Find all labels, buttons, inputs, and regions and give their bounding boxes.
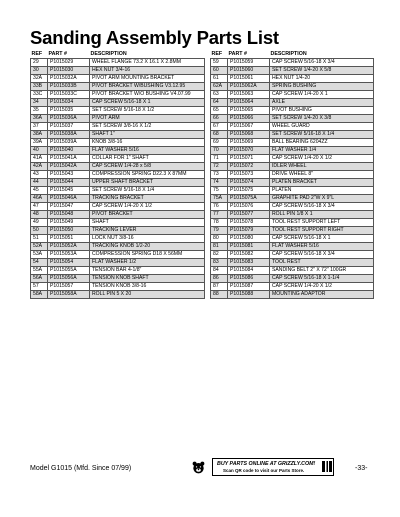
table-header <box>31 50 205 59</box>
ref-header: REF <box>31 50 43 57</box>
part-number-header: PART # <box>48 50 67 57</box>
table-row <box>31 75 205 83</box>
ref-cell: 71 <box>211 155 228 163</box>
part-number-cell: P1015038A <box>48 131 90 139</box>
description-cell: IDLER WHEEL <box>270 163 374 171</box>
parts-table-right <box>210 50 374 299</box>
description-cell: HEX NUT 3/4-16 <box>90 67 205 75</box>
table-row <box>211 99 374 107</box>
part-number-cell: P1015081 <box>228 243 270 251</box>
description-cell: CAP SCREW 5/16-18 X 3/4 <box>270 59 374 67</box>
part-number-cell: P1015033B <box>48 83 90 91</box>
ref-cell: 39A <box>31 139 48 147</box>
buy-parts-online-text: BUY PARTS ONLINE AT GRIZZLY.COM! <box>217 461 316 467</box>
part-number-cell: P1015034 <box>48 99 90 107</box>
description-cell: CAP SCREW 1/4-20 X 1/2 <box>270 283 374 291</box>
table-row <box>31 219 205 227</box>
model-label: Model G1015 (Mfd. Since 07/99) <box>30 465 132 472</box>
table-row <box>211 291 374 299</box>
ref-cell: 43 <box>31 171 48 179</box>
table-row <box>211 219 374 227</box>
ref-cell: 36A <box>31 115 48 123</box>
description-cell: COMPRESSION SPRING D22.3 X 87MM <box>90 171 205 179</box>
table-row <box>31 83 205 91</box>
part-number-cell: P1015042A <box>48 163 90 171</box>
part-number-cell: P1015057 <box>48 283 90 291</box>
ref-cell: 78 <box>211 219 228 227</box>
table-row <box>31 67 205 75</box>
ref-cell: 44 <box>31 179 48 187</box>
part-number-cell: P1015079 <box>228 227 270 235</box>
description-cell: SET SCREW 5/16-18 X 1/4 <box>270 131 374 139</box>
description-cell: GRAPHITE PAD 2"W X 9"L <box>270 195 374 203</box>
description-cell: BALL BEARING 6204ZZ <box>270 139 374 147</box>
description-cell: SPRING BUSHING <box>270 83 374 91</box>
ref-header: REF <box>211 50 223 57</box>
description-cell: TENSION KNOB 3/8-16 <box>90 283 205 291</box>
page-title: Sanding Assembly Parts List <box>30 27 279 48</box>
description-cell: MOUNTING ADAPTOR <box>270 291 374 299</box>
table-row <box>31 123 205 131</box>
ref-cell: 54 <box>31 259 48 267</box>
description-cell: SET SCREW 1/4-20 X 3/8 <box>270 115 374 123</box>
table-row <box>31 187 205 195</box>
part-number-cell: P1015044 <box>48 179 90 187</box>
part-number-cell: P1015077 <box>228 211 270 219</box>
description-cell: SET SCREW 1/4-20 X 5/8 <box>270 67 374 75</box>
ref-cell: 87 <box>211 283 228 291</box>
parts-table-left <box>30 50 205 299</box>
table-row <box>31 107 205 115</box>
table-row <box>211 211 374 219</box>
page-number: -33- <box>355 465 368 472</box>
table-row <box>31 171 205 179</box>
description-cell: SHAFT 1" <box>90 131 205 139</box>
description-cell: CAP SCREW 1/4-20 X 1/2 <box>90 203 205 211</box>
part-number-cell: P1015033C <box>48 91 90 99</box>
table-row <box>211 91 374 99</box>
ref-cell: 70 <box>211 147 228 155</box>
ref-cell: 50 <box>31 227 48 235</box>
table-row <box>211 235 374 243</box>
description-cell: CAP SCREW 5/16-18 X 1 <box>90 99 205 107</box>
part-number-cell: P1015048 <box>48 211 90 219</box>
ref-cell: 69 <box>211 139 228 147</box>
part-number-header: PART # <box>228 50 247 57</box>
table-row <box>211 147 374 155</box>
ref-cell: 63 <box>211 91 228 99</box>
description-cell: TENSION BAR 4-1/8" <box>90 267 205 275</box>
part-number-cell: P1015069 <box>228 139 270 147</box>
table-row <box>31 155 205 163</box>
description-cell: TRACKING BRACKET <box>90 195 205 203</box>
table-row <box>211 227 374 235</box>
part-number-cell: P1015055A <box>48 267 90 275</box>
table-row <box>211 187 374 195</box>
part-number-cell: P1015072 <box>228 163 270 171</box>
part-number-cell: P1015043 <box>48 171 90 179</box>
part-number-cell: P1015059 <box>228 59 270 67</box>
description-cell: CAP SCREW 5/16-18 X 3/4 <box>270 203 374 211</box>
ref-cell: 74 <box>211 179 228 187</box>
description-cell: CAP SCREW 1/4-28 x 5/8 <box>90 163 205 171</box>
description-cell: FLAT WASHER 5/16 <box>270 243 374 251</box>
ref-cell: 79 <box>211 227 228 235</box>
part-number-cell: P1015080 <box>228 235 270 243</box>
description-cell: SET SCREW 5/16-18 X 1/4 <box>90 187 205 195</box>
description-cell: FLAT WASHER 1/4 <box>270 147 374 155</box>
description-cell: PIVOT ARM <box>90 115 205 123</box>
description-cell: COMPRESSION SPRING D18 X 56MM <box>90 251 205 259</box>
description-cell: WHEEL FLANGE 73.2 X 16.1 X 2.8MM <box>90 59 205 67</box>
description-cell: PIVOT BUSHING <box>270 107 374 115</box>
table-row <box>211 59 374 67</box>
part-number-cell: P1015070 <box>228 147 270 155</box>
scan-qr-text: Scan QR code to visit our Parts Store. <box>223 468 305 473</box>
table-row <box>31 235 205 243</box>
description-cell: CAP SCREW 5/16-18 X 1-1/4 <box>270 275 374 283</box>
part-number-cell: P1015088 <box>228 291 270 299</box>
description-cell: TOOL REST SUPPORT LEFT <box>270 219 374 227</box>
part-number-cell: P1015056A <box>48 275 90 283</box>
online-parts-banner[interactable] <box>212 458 334 476</box>
part-number-cell: P1015061 <box>228 75 270 83</box>
ref-cell: 41A <box>31 155 48 163</box>
description-cell: AXLE <box>270 99 374 107</box>
description-cell: HEX NUT 1/4-20 <box>270 75 374 83</box>
table-row <box>211 131 374 139</box>
table-row <box>211 203 374 211</box>
ref-cell: 37 <box>31 123 48 131</box>
part-number-cell: P1015076 <box>228 203 270 211</box>
ref-cell: 83 <box>211 259 228 267</box>
part-number-cell: P1015064 <box>228 99 270 107</box>
ref-cell: 35 <box>31 107 48 115</box>
part-number-cell: P1015065 <box>228 107 270 115</box>
part-number-cell: P1015041A <box>48 155 90 163</box>
ref-cell: 58A <box>31 291 48 299</box>
part-number-cell: P1015050 <box>48 227 90 235</box>
ref-cell: 33B <box>31 83 48 91</box>
table-row <box>211 163 374 171</box>
part-number-cell: P1015047 <box>48 203 90 211</box>
table-row <box>31 283 205 291</box>
table-row <box>31 267 205 275</box>
description-cell: DRIVE WHEEL 8" <box>270 171 374 179</box>
description-cell: CAP SCREW 1/4-20 X 1/2 <box>270 155 374 163</box>
part-number-cell: P1015053A <box>48 251 90 259</box>
ref-cell: 56A <box>31 275 48 283</box>
part-number-cell: P1015074 <box>228 179 270 187</box>
description-cell: PIVOT ARM MOUNTING BRACKET <box>90 75 205 83</box>
ref-cell: 52A <box>31 243 48 251</box>
ref-cell: 42A <box>31 163 48 171</box>
ref-cell: 72 <box>211 163 228 171</box>
description-cell: PIVOT BRACKET <box>90 211 205 219</box>
description-header: DESCRIPTION <box>90 50 127 57</box>
ref-cell: 76 <box>211 203 228 211</box>
part-number-cell: P1015051 <box>48 235 90 243</box>
ref-cell: 29 <box>31 59 48 67</box>
part-number-cell: P1015030 <box>48 67 90 75</box>
ref-cell: 81 <box>211 243 228 251</box>
table-row <box>31 131 205 139</box>
table-row <box>211 139 374 147</box>
part-number-cell: P1015084 <box>228 267 270 275</box>
ref-cell: 46A <box>31 195 48 203</box>
ref-cell: 61 <box>211 75 228 83</box>
ref-cell: 38A <box>31 131 48 139</box>
table-row <box>31 227 205 235</box>
grizzly-bear-logo-icon <box>192 461 205 474</box>
table-row <box>31 259 205 267</box>
table-row <box>211 123 374 131</box>
table-row <box>31 243 205 251</box>
table-header <box>211 50 374 59</box>
description-cell: FLAT WASHER 5/16 <box>90 147 205 155</box>
table-row <box>211 179 374 187</box>
table-row <box>31 147 205 155</box>
part-number-cell: P1015078 <box>228 219 270 227</box>
part-number-cell: P1015086 <box>228 275 270 283</box>
description-cell: ROLL PIN 1/8 X 1 <box>270 211 374 219</box>
qr-code-icon[interactable] <box>322 461 332 472</box>
ref-cell: 40 <box>31 147 48 155</box>
part-number-cell: P1015075 <box>228 187 270 195</box>
ref-cell: 47 <box>31 203 48 211</box>
table-row <box>31 179 205 187</box>
part-number-cell: P1015046A <box>48 195 90 203</box>
table-row <box>31 115 205 123</box>
ref-cell: 77 <box>211 211 228 219</box>
table-row <box>31 251 205 259</box>
part-number-cell: P1015045 <box>48 187 90 195</box>
ref-cell: 53A <box>31 251 48 259</box>
table-row <box>31 211 205 219</box>
description-cell: CAP SCREW 5/16-18 X 1 <box>270 235 374 243</box>
ref-cell: 66 <box>211 115 228 123</box>
part-number-cell: P1015068 <box>228 131 270 139</box>
description-cell: TRACKING LEVER <box>90 227 205 235</box>
part-number-cell: P1015039A <box>48 139 90 147</box>
ref-cell: 60 <box>211 67 228 75</box>
table-row <box>31 275 205 283</box>
table-row <box>211 267 374 275</box>
ref-cell: 86 <box>211 275 228 283</box>
part-number-cell: P1015049 <box>48 219 90 227</box>
part-number-cell: P1015060 <box>228 67 270 75</box>
part-number-cell: P1015032A <box>48 75 90 83</box>
description-header: DESCRIPTION <box>270 50 307 57</box>
part-number-cell: P1015071 <box>228 155 270 163</box>
part-number-cell: P1015082 <box>228 251 270 259</box>
ref-cell: 64 <box>211 99 228 107</box>
ref-cell: 62A <box>211 83 228 91</box>
description-cell: CAP SCREW 5/16-18 X 3/4 <box>270 251 374 259</box>
ref-cell: 73 <box>211 171 228 179</box>
ref-cell: 51 <box>31 235 48 243</box>
part-number-cell: P1015037 <box>48 123 90 131</box>
description-cell: COLLAR FOR 1" SHAFT <box>90 155 205 163</box>
table-row <box>211 115 374 123</box>
ref-cell: 65 <box>211 107 228 115</box>
description-cell: ROLL PIN 5 X 20 <box>90 291 205 299</box>
table-row <box>211 155 374 163</box>
description-cell: SET SCREW 3/8-16 X 1/2 <box>90 123 205 131</box>
ref-cell: 30 <box>31 67 48 75</box>
description-cell: SANDING BELT 2" X 72" 100GR <box>270 267 374 275</box>
description-cell: SHAFT <box>90 219 205 227</box>
ref-cell: 33C <box>31 91 48 99</box>
part-number-cell: P1015073 <box>228 171 270 179</box>
ref-cell: 88 <box>211 291 228 299</box>
description-cell: KNOB 3/8-16 <box>90 139 205 147</box>
part-number-cell: P1015066 <box>228 115 270 123</box>
description-cell: FLAT WASHER 1/2 <box>90 259 205 267</box>
description-cell: LOCK NUT 3/8-16 <box>90 235 205 243</box>
ref-cell: 59 <box>211 59 228 67</box>
description-cell: SET SCREW 5/16-18 X 1/2 <box>90 107 205 115</box>
description-cell: WHEEL GUARD <box>270 123 374 131</box>
table-row <box>211 259 374 267</box>
table-row <box>31 139 205 147</box>
ref-cell: 32A <box>31 75 48 83</box>
ref-cell: 75 <box>211 187 228 195</box>
table-row <box>31 99 205 107</box>
part-number-cell: P1015083 <box>228 259 270 267</box>
ref-cell: 57 <box>31 283 48 291</box>
table-row <box>31 91 205 99</box>
ref-cell: 45 <box>31 187 48 195</box>
table-row <box>211 251 374 259</box>
ref-cell: 49 <box>31 219 48 227</box>
table-row <box>31 59 205 67</box>
description-cell: CAP SCREW 1/4-20 X 1 <box>270 91 374 99</box>
part-number-cell: P1015062A <box>228 83 270 91</box>
description-cell: TOOL REST <box>270 259 374 267</box>
part-number-cell: P1015054 <box>48 259 90 267</box>
ref-cell: 84 <box>211 267 228 275</box>
table-row <box>211 283 374 291</box>
table-row <box>211 75 374 83</box>
part-number-cell: P1015058A <box>48 291 90 299</box>
part-number-cell: P1015067 <box>228 123 270 131</box>
table-row <box>211 67 374 75</box>
table-row <box>211 107 374 115</box>
part-number-cell: P1015087 <box>228 283 270 291</box>
description-cell: PIVOT BRACKET W/BUSHING V3.12.95 <box>90 83 205 91</box>
ref-cell: 80 <box>211 235 228 243</box>
description-cell: PLATEN BRACKET <box>270 179 374 187</box>
table-row <box>31 163 205 171</box>
part-number-cell: P1015075A <box>228 195 270 203</box>
part-number-cell: P1015035 <box>48 107 90 115</box>
part-number-cell: P1015052A <box>48 243 90 251</box>
description-cell: PLATEN <box>270 187 374 195</box>
ref-cell: 75A <box>211 195 228 203</box>
description-cell: TENSION KNOB SHAFT <box>90 275 205 283</box>
part-number-cell: P1015036A <box>48 115 90 123</box>
ref-cell: 48 <box>31 211 48 219</box>
table-row <box>211 243 374 251</box>
table-row <box>211 83 374 91</box>
table-row <box>211 275 374 283</box>
table-row <box>211 171 374 179</box>
ref-cell: 82 <box>211 251 228 259</box>
part-number-cell: P1015029 <box>48 59 90 67</box>
ref-cell: 67 <box>211 123 228 131</box>
part-number-cell: P1015063 <box>228 91 270 99</box>
table-row <box>31 203 205 211</box>
table-row <box>211 195 374 203</box>
description-cell: PIVOT BRACKET W/O BUSHING V4.07.99 <box>90 91 205 99</box>
ref-cell: 68 <box>211 131 228 139</box>
ref-cell: 55A <box>31 267 48 275</box>
part-number-cell: P1015040 <box>48 147 90 155</box>
ref-cell: 34 <box>31 99 48 107</box>
description-cell: UPPER SHAFT BRACKET <box>90 179 205 187</box>
description-cell: TRACKING KNOB 1/2-20 <box>90 243 205 251</box>
table-row <box>31 195 205 203</box>
description-cell: TOOL REST SUPPORT RIGHT <box>270 227 374 235</box>
table-row <box>31 291 205 299</box>
